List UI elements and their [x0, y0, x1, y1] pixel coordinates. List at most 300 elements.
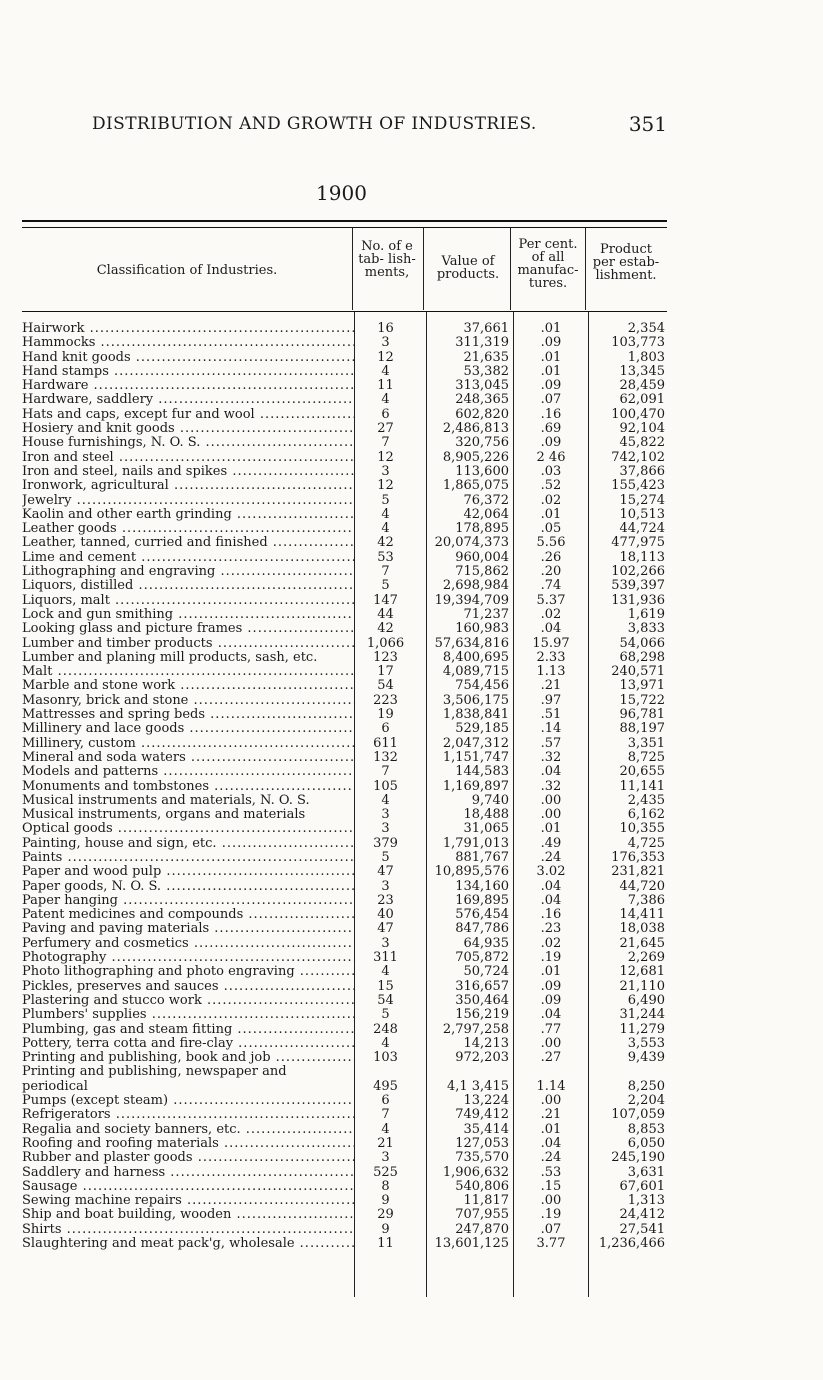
percent-cell: .01 [540, 350, 562, 365]
value-cell: 1,865,075 [442, 479, 509, 494]
establishments-cell: 1,066 [366, 636, 405, 651]
percent-cell: .00 [540, 1036, 562, 1051]
header-divider-3 [510, 228, 511, 310]
industry-name: Hand stamps ..... [22, 365, 354, 379]
industry-name-cell [22, 637, 354, 651]
industry-name: Paper goods, N. O. S. ..... [22, 880, 354, 894]
value-cell: 4,1 3,415 [446, 1078, 509, 1094]
table-row [22, 565, 667, 579]
industry-name-cell [22, 1065, 354, 1094]
industry-name: Printing and publishing, book and job ..... [22, 1051, 354, 1065]
value-cell: 71,237 [463, 607, 509, 622]
industry-name-cell [22, 1166, 354, 1180]
industry-name-cell [22, 1194, 354, 1208]
industry-name: Iron and steel ..... [22, 451, 354, 465]
industry-name-cell [22, 508, 354, 522]
value-cell: 1,906,632 [442, 1165, 509, 1180]
establishments-cell: 12 [377, 479, 394, 494]
industry-name-cell [22, 737, 354, 751]
industry-name: Millinery, custom ..... [22, 737, 354, 751]
establishments-cell: 12 [377, 450, 394, 465]
table-row [22, 365, 667, 379]
value-cell: 8,905,226 [442, 450, 509, 465]
establishments-cell: 17 [377, 665, 394, 680]
establishments-cell: 4 [381, 793, 390, 808]
value-cell: 715,862 [455, 565, 509, 580]
value-cell: 311,319 [455, 336, 509, 351]
table-row [22, 908, 667, 922]
table-year: 1900 [316, 181, 367, 205]
percent-cell: .03 [540, 464, 562, 479]
value-cell: 2,797,258 [442, 1022, 509, 1037]
table-row [22, 822, 667, 836]
establishments-cell: 4 [381, 1122, 390, 1137]
industry-name: Malt ..... [22, 665, 354, 679]
percent-cell: .01 [540, 507, 562, 522]
establishments-cell: 42 [377, 622, 394, 637]
product-per-establishment-cell: 9,439 [627, 1051, 665, 1066]
product-per-establishment-cell: 176,353 [611, 850, 665, 865]
product-per-establishment-cell: 24,412 [619, 1208, 665, 1223]
industry-name: Musical instruments, organs and materials [22, 808, 306, 823]
percent-cell: 2 46 [536, 450, 566, 465]
table-row [22, 1208, 667, 1222]
industry-name: Lithographing and engraving ..... [22, 565, 354, 579]
table-row [22, 851, 667, 865]
percent-cell: .16 [540, 908, 562, 923]
table-row [22, 865, 667, 879]
industry-name-cell [22, 1008, 354, 1022]
industry-name: Photo lithographing and photo engraving ..... [22, 965, 354, 979]
percent-cell: .49 [540, 836, 562, 851]
industry-name-cell [22, 422, 354, 436]
product-per-establishment-cell: 155,423 [611, 479, 665, 494]
establishments-cell: 5 [381, 1008, 390, 1023]
table-row [22, 922, 667, 936]
value-cell: 19,394,709 [434, 593, 509, 608]
table-row [22, 379, 667, 393]
industry-name-cell [22, 865, 354, 879]
percent-cell: .23 [540, 922, 562, 937]
percent-cell: .02 [540, 607, 562, 622]
establishments-cell: 3 [381, 936, 390, 951]
product-per-establishment-cell: 44,720 [619, 879, 665, 894]
percent-cell: .27 [540, 1051, 562, 1066]
establishments-cell: 611 [373, 736, 398, 751]
product-per-establishment-cell: 18,113 [619, 550, 665, 565]
industry-name-cell [22, 1094, 354, 1108]
industry-name-cell [22, 722, 354, 736]
industry-name: Ironwork, agricultural ..... [22, 479, 354, 493]
percent-cell: .02 [540, 493, 562, 508]
industry-name-cell [22, 1237, 354, 1251]
percent-cell: .04 [540, 1008, 562, 1023]
establishments-cell: 6 [381, 1094, 390, 1109]
industry-name-cell [22, 808, 354, 822]
percent-cell: .77 [540, 1022, 562, 1037]
industry-name-cell [22, 622, 354, 636]
percent-cell: .52 [540, 479, 562, 494]
establishments-cell: 103 [373, 1051, 398, 1066]
industry-name: Rubber and plaster goods ..... [22, 1151, 354, 1165]
table-row [22, 751, 667, 765]
percent-cell: .00 [540, 808, 562, 823]
establishments-cell: 47 [377, 922, 394, 937]
product-per-establishment-cell: 28,459 [619, 379, 665, 394]
product-per-establishment-cell: 4,725 [627, 836, 665, 851]
value-cell: 160,983 [455, 622, 509, 637]
header-bottom-rule [22, 311, 667, 312]
industry-name-cell [22, 1037, 354, 1051]
industry-name: Mineral and soda waters ..... [22, 751, 354, 765]
percent-cell: 15.97 [532, 636, 570, 651]
product-per-establishment-cell: 2,204 [627, 1094, 665, 1109]
industry-name-cell [22, 1137, 354, 1151]
value-cell: 529,185 [455, 722, 509, 737]
product-per-establishment-cell: 1,313 [627, 1194, 665, 1209]
industries-table [22, 322, 667, 1251]
product-per-establishment-cell: 100,470 [611, 407, 665, 422]
header-percent: Per cent. of all manufac- tures. [517, 237, 579, 291]
table-row [22, 1065, 667, 1094]
industry-name-cell [22, 980, 354, 994]
industry-name: Roofing and roofing materials ..... [22, 1137, 354, 1151]
industry-name-cell [22, 1223, 354, 1237]
value-cell: 20,074,373 [434, 536, 509, 551]
industry-name-cell [22, 522, 354, 536]
percent-cell: .26 [540, 550, 562, 565]
value-cell: 13,601,125 [434, 1237, 509, 1251]
percent-cell: .04 [540, 765, 562, 780]
percent-cell: .01 [540, 822, 562, 837]
establishments-cell: 27 [377, 422, 394, 437]
industry-name-cell [22, 765, 354, 779]
value-cell: 313,045 [455, 379, 509, 394]
table-row [22, 694, 667, 708]
table-row [22, 737, 667, 751]
industry-name-cell [22, 479, 354, 493]
percent-cell: .05 [540, 522, 562, 537]
establishments-cell: 6 [381, 407, 390, 422]
industry-name: Painting, house and sign, etc. ..... [22, 837, 354, 851]
industry-name: Lumber and planing mill products, sash, etc. [22, 650, 318, 665]
establishments-cell: 5 [381, 493, 390, 508]
page-number: 351 [628, 112, 667, 136]
establishments-cell: 7 [381, 565, 390, 580]
table-row [22, 651, 667, 665]
industry-name-cell [22, 1023, 354, 1037]
industry-name-cell [22, 1108, 354, 1122]
establishments-cell: 19 [377, 708, 394, 723]
product-per-establishment-cell: 1,236,466 [598, 1237, 665, 1251]
header-classification: Classification of Industries. [96, 263, 278, 278]
percent-cell: .04 [540, 1136, 562, 1151]
table-row [22, 622, 667, 636]
establishments-cell: 5 [381, 850, 390, 865]
product-per-establishment-cell: 27,541 [619, 1222, 665, 1237]
industry-name-cell [22, 794, 354, 808]
value-cell: 2,047,312 [442, 736, 509, 751]
header-divider-4 [585, 228, 586, 310]
industry-name-cell [22, 408, 354, 422]
table-row [22, 880, 667, 894]
table-top-rule-thin [22, 227, 667, 228]
establishments-cell: 4 [381, 1036, 390, 1051]
industry-name: Paper hanging ..... [22, 894, 354, 908]
establishments-cell: 4 [381, 965, 390, 980]
product-per-establishment-cell: 8,725 [627, 750, 665, 765]
table-row [22, 1223, 667, 1237]
industry-name-cell [22, 837, 354, 851]
value-cell: 705,872 [455, 951, 509, 966]
table-row [22, 1166, 667, 1180]
industry-name: Pickles, preserves and sauces ..... [22, 980, 354, 994]
table-row [22, 1094, 667, 1108]
percent-cell: 2.33 [536, 650, 566, 665]
percent-cell: .19 [540, 1208, 562, 1223]
industry-name: Mattresses and spring beds ..... [22, 708, 354, 722]
table-row [22, 579, 667, 593]
header-divider-1 [352, 228, 353, 310]
table-row [22, 494, 667, 508]
product-per-establishment-cell: 44,724 [619, 522, 665, 537]
value-cell: 847,786 [455, 922, 509, 937]
industry-name-cell [22, 937, 354, 951]
industry-name-cell [22, 1151, 354, 1165]
industry-name: Jewelry ..... [22, 494, 354, 508]
industries-table-body [22, 322, 667, 1251]
industry-name-cell [22, 351, 354, 365]
establishments-cell: 7 [381, 765, 390, 780]
percent-cell: .04 [540, 622, 562, 637]
header-product-per: Product per estab- lishment. [592, 242, 660, 283]
establishments-cell: 6 [381, 722, 390, 737]
value-cell: 57,634,816 [434, 636, 509, 651]
product-per-establishment-cell: 8,853 [627, 1122, 665, 1137]
product-per-establishment-cell: 15,722 [619, 693, 665, 708]
establishments-cell: 47 [377, 865, 394, 880]
industry-name-cell [22, 822, 354, 836]
industry-name: Paving and paving materials ..... [22, 922, 354, 936]
value-cell: 320,756 [455, 436, 509, 451]
product-per-establishment-cell: 103,773 [611, 336, 665, 351]
industry-name: Hand knit goods ..... [22, 351, 354, 365]
industry-name-cell [22, 608, 354, 622]
product-per-establishment-cell: 15,274 [619, 493, 665, 508]
product-per-establishment-cell: 31,244 [619, 1008, 665, 1023]
table-row [22, 808, 667, 822]
industry-name-cell [22, 451, 354, 465]
industry-name: Hairwork ..... [22, 322, 354, 336]
product-per-establishment-cell: 8,250 [627, 1078, 665, 1094]
value-cell: 37,661 [463, 322, 509, 336]
table-row [22, 422, 667, 436]
industry-name: Hardware, saddlery ..... [22, 393, 354, 407]
table-row [22, 1151, 667, 1165]
establishments-cell: 311 [373, 951, 398, 966]
establishments-cell: 44 [377, 607, 394, 622]
industry-name: Monuments and tombstones ..... [22, 780, 354, 794]
value-cell: 316,657 [455, 979, 509, 994]
industry-name-cell [22, 679, 354, 693]
value-cell: 53,382 [463, 364, 509, 379]
value-cell: 8,400,695 [442, 650, 509, 665]
product-per-establishment-cell: 12,681 [619, 965, 665, 980]
value-cell: 247,870 [455, 1222, 509, 1237]
establishments-cell: 3 [381, 879, 390, 894]
value-cell: 156,219 [455, 1008, 509, 1023]
value-cell: 2,486,813 [442, 422, 509, 437]
value-cell: 576,454 [455, 908, 509, 923]
table-row [22, 1237, 667, 1251]
industry-name: Slaughtering and meat pack'g, wholesale ..... [22, 1237, 354, 1251]
header-value: Value of products. [436, 254, 500, 282]
product-per-establishment-cell: 102,266 [611, 565, 665, 580]
establishments-cell: 525 [373, 1165, 398, 1180]
product-per-establishment-cell: 2,269 [627, 951, 665, 966]
industry-name: Lime and cement ..... [22, 551, 354, 565]
industry-name-cell [22, 393, 354, 407]
industry-name: Paper and wood pulp ..... [22, 865, 354, 879]
value-cell: 707,955 [455, 1208, 509, 1223]
value-cell: 64,935 [463, 936, 509, 951]
industry-name-cell [22, 665, 354, 679]
table-row [22, 536, 667, 550]
table-row [22, 436, 667, 450]
value-cell: 42,064 [463, 507, 509, 522]
table-row [22, 1051, 667, 1065]
product-per-establishment-cell: 245,190 [611, 1151, 665, 1166]
percent-cell: .00 [540, 793, 562, 808]
table-top-rule [22, 220, 667, 222]
table-row [22, 1023, 667, 1037]
establishments-cell: 15 [377, 979, 394, 994]
industry-name: Hosiery and knit goods ..... [22, 422, 354, 436]
percent-cell: 3.77 [536, 1237, 566, 1251]
establishments-cell: 4 [381, 507, 390, 522]
industry-name-cell [22, 894, 354, 908]
establishments-cell: 5 [381, 579, 390, 594]
percent-cell: .09 [540, 436, 562, 451]
table-row [22, 1108, 667, 1122]
value-cell: 31,065 [463, 822, 509, 837]
value-cell: 248,365 [455, 393, 509, 408]
table-row [22, 393, 667, 407]
product-per-establishment-cell: 92,104 [619, 422, 665, 437]
percent-cell: .97 [540, 693, 562, 708]
industry-name: Sewing machine repairs ..... [22, 1194, 354, 1208]
product-per-establishment-cell: 96,781 [619, 708, 665, 723]
product-per-establishment-cell: 45,822 [619, 436, 665, 451]
percent-cell: .00 [540, 1194, 562, 1209]
value-cell: 11,817 [463, 1194, 509, 1209]
industry-name: Masonry, brick and stone ..... [22, 694, 354, 708]
establishments-cell: 7 [381, 436, 390, 451]
product-per-establishment-cell: 6,490 [627, 993, 665, 1008]
industry-name: Regalia and society banners, etc. ..... [22, 1123, 354, 1137]
percent-cell: .21 [540, 1108, 562, 1123]
table-row [22, 765, 667, 779]
percent-cell: .20 [540, 565, 562, 580]
percent-cell: .21 [540, 679, 562, 694]
table-row [22, 508, 667, 522]
table-row [22, 1123, 667, 1137]
percent-cell: .02 [540, 936, 562, 951]
establishments-cell: 9 [381, 1222, 390, 1237]
table-row [22, 794, 667, 808]
table-row [22, 1137, 667, 1151]
product-per-establishment-cell: 13,345 [619, 364, 665, 379]
product-per-establishment-cell: 14,411 [619, 908, 665, 923]
industry-name-cell [22, 579, 354, 593]
value-cell: 540,806 [455, 1179, 509, 1194]
industry-name-cell [22, 651, 354, 665]
product-per-establishment-cell: 21,645 [619, 936, 665, 951]
industry-name: Liquors, distilled ..... [22, 579, 354, 593]
value-cell: 602,820 [455, 407, 509, 422]
product-per-establishment-cell: 6,162 [627, 808, 665, 823]
product-per-establishment-cell: 88,197 [619, 722, 665, 737]
product-per-establishment-cell: 10,355 [619, 822, 665, 837]
industry-name: Paints ..... [22, 851, 354, 865]
percent-cell: .09 [540, 379, 562, 394]
table-row [22, 465, 667, 479]
industry-name: Plastering and stucco work ..... [22, 994, 354, 1008]
industry-name: Hammocks ..... [22, 336, 354, 350]
percent-cell: .09 [540, 336, 562, 351]
industry-name-cell [22, 1051, 354, 1065]
industry-name-cell [22, 880, 354, 894]
industry-name-cell [22, 922, 354, 936]
table-row [22, 780, 667, 794]
table-row [22, 594, 667, 608]
establishments-cell: 3 [381, 464, 390, 479]
industry-name: Photography ..... [22, 951, 354, 965]
product-per-establishment-cell: 539,397 [611, 579, 665, 594]
industry-name-cell [22, 379, 354, 393]
table-row [22, 679, 667, 693]
establishments-cell: 495 [373, 1078, 398, 1094]
percent-cell: .53 [540, 1165, 562, 1180]
product-per-establishment-cell: 3,553 [627, 1036, 665, 1051]
product-per-establishment-cell: 2,435 [627, 793, 665, 808]
establishments-cell: 105 [373, 779, 398, 794]
product-per-establishment-cell: 6,050 [627, 1136, 665, 1151]
table-row [22, 665, 667, 679]
industry-name: Printing and publishing, newspaper and periodical [22, 1065, 287, 1094]
industry-name-cell [22, 908, 354, 922]
product-per-establishment-cell: 37,866 [619, 464, 665, 479]
industry-name: Looking glass and picture frames ..... [22, 622, 354, 636]
value-cell: 14,213 [463, 1036, 509, 1051]
industry-name-cell [22, 751, 354, 765]
table-row [22, 522, 667, 536]
value-cell: 127,053 [455, 1136, 509, 1151]
table-row [22, 894, 667, 908]
value-cell: 21,635 [463, 350, 509, 365]
establishments-cell: 9 [381, 1194, 390, 1209]
establishments-cell: 53 [377, 550, 394, 565]
table-row [22, 980, 667, 994]
percent-cell: .57 [540, 736, 562, 751]
table-row [22, 351, 667, 365]
industry-name: Plumbing, gas and steam fitting ..... [22, 1023, 354, 1037]
product-per-establishment-cell: 68,298 [619, 650, 665, 665]
percent-cell: 5.37 [536, 593, 566, 608]
industry-name-cell [22, 322, 354, 336]
value-cell: 50,724 [463, 965, 509, 980]
industry-name-cell [22, 551, 354, 565]
